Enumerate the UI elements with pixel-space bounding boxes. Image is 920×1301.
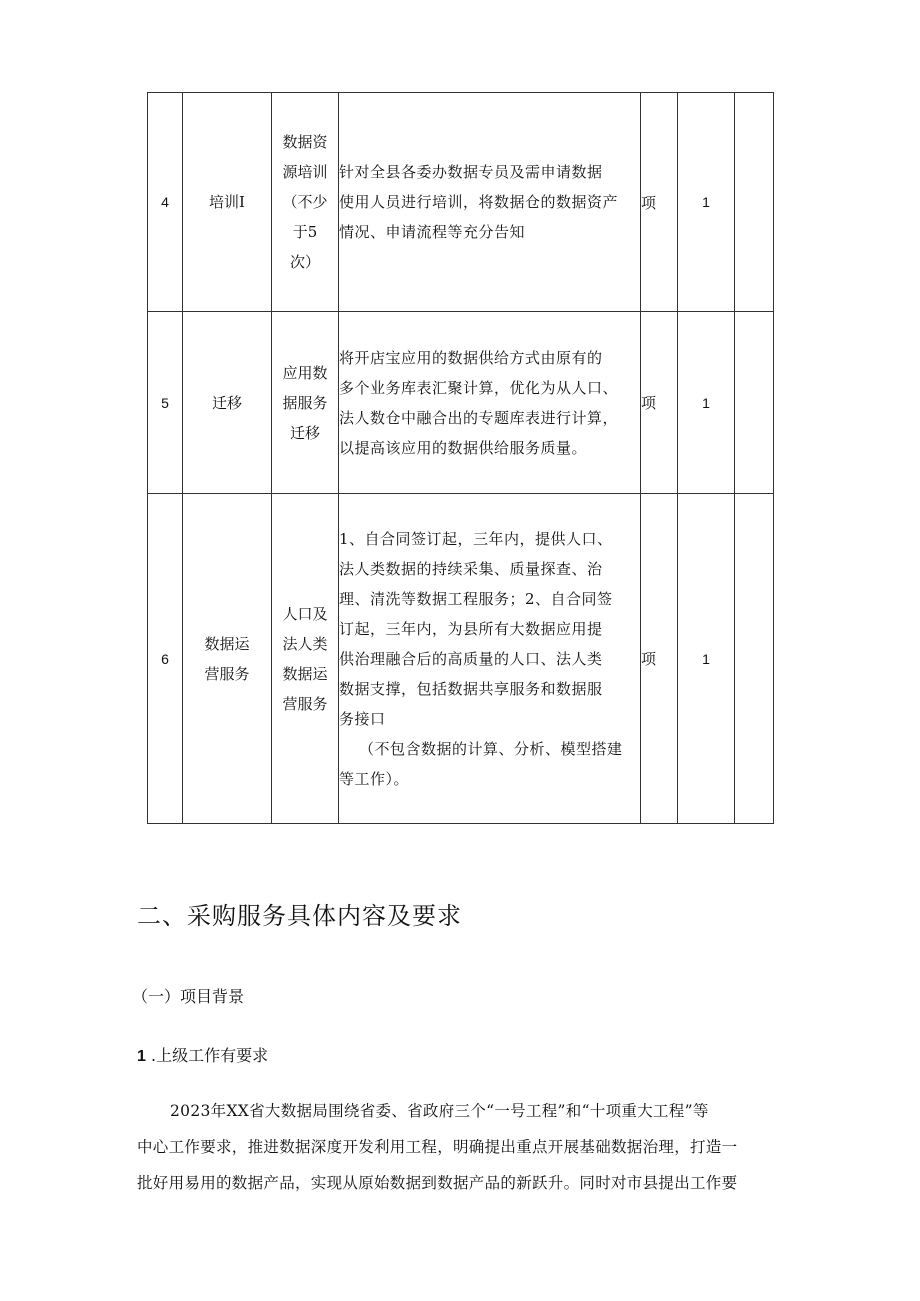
description-line: 多个业务库表汇聚计算，优化为从人口、: [339, 378, 619, 397]
item-name-line: 营服务: [282, 694, 328, 713]
row-quantity: 1: [678, 312, 735, 494]
item-name-line: 人口及: [282, 604, 328, 623]
row-description: [339, 93, 641, 312]
description-line: 供治理融合后的高质量的人口、法人类: [339, 649, 603, 668]
row-extra-cell: [735, 494, 774, 824]
item-name-line: 据服务: [282, 393, 328, 412]
description-line: 务接口: [339, 709, 386, 728]
item-name-line: 应用数: [282, 363, 328, 382]
row-category: 迁移: [183, 312, 272, 494]
point-title: .上级工作有要求: [151, 1046, 269, 1065]
description-line: 将开店宝应用的数据供给方式由原有的: [339, 348, 603, 367]
description-line: 针对全县各委办数据专员及需申请数据: [339, 163, 603, 181]
row-item-name: [272, 312, 339, 494]
point-heading: [137, 1043, 268, 1066]
item-name-line: 数据资: [282, 133, 328, 151]
item-name-line: 源培训: [282, 163, 328, 181]
procurement-items-table: [147, 92, 774, 824]
description-line: 理、清洗等数据工程服务；2、自合同签: [339, 589, 613, 608]
paragraph-line: 2023年XX省大数据局围绕省委、省政府三个“一号工程”和“十项重大工程”等: [170, 1102, 709, 1120]
paragraph-line: 中心工作要求，推进数据深度开发利用工程，明确提出重点开展基础数据治理，打造一: [137, 1138, 738, 1156]
row-extra-cell: [735, 312, 774, 494]
item-name-line: 次）: [289, 253, 320, 271]
paragraph-line: 批好用易用的数据产品，实现从原始数据到数据产品的新跃升。同时对市县提出工作要: [137, 1174, 738, 1192]
row-unit: 项: [641, 494, 678, 824]
table-row: [148, 312, 774, 494]
row-extra-cell: [735, 93, 774, 312]
description-line: 法人类数据的持续采集、质量探查、治: [339, 559, 603, 578]
table-row: [148, 494, 774, 824]
row-number: 6: [148, 494, 183, 824]
item-name-line: 于5: [292, 223, 318, 241]
description-note-line: （不包含数据的计算、分析、模型搭建: [359, 739, 623, 758]
description-line: 1、自合同签订起，三年内，提供人口、: [339, 529, 613, 548]
description-line: 法人数仓中融合出的专题库表进行计算，: [339, 408, 619, 427]
category-line: 营服务: [204, 664, 250, 683]
description-line: 数据支撑，包括数据共享服务和数据服: [339, 679, 603, 698]
row-description: [339, 494, 641, 824]
row-category: 培训I: [183, 93, 272, 312]
point-number: 1: [137, 1048, 146, 1065]
description-line: 使用人员进行培训，将数据仓的数据资产: [339, 193, 619, 211]
category-line: 数据运: [204, 634, 250, 653]
row-item-name: [272, 93, 339, 312]
row-quantity: 1: [678, 494, 735, 824]
row-number: 5: [148, 312, 183, 494]
description-note-line: 等工作）。: [339, 769, 410, 788]
row-item-name: [272, 494, 339, 824]
item-name-line: （不少: [282, 193, 328, 211]
item-name-line: 迁移: [289, 423, 320, 442]
subsection-heading: （一）项目背景: [132, 987, 245, 1006]
item-name-line: 数据运: [282, 664, 328, 683]
row-number: 4: [148, 93, 183, 312]
description-line: 以提高该应用的数据供给服务质量。: [339, 438, 588, 457]
description-line: 订起，三年内，为县所有大数据应用提: [339, 619, 603, 638]
body-paragraph: [137, 1093, 787, 1201]
row-quantity: 1: [678, 93, 735, 312]
description-line: 情况、申请流程等充分告知: [339, 223, 526, 241]
row-unit: 项: [641, 93, 678, 312]
row-category: [183, 494, 272, 824]
row-description: [339, 312, 641, 494]
table-row: [148, 93, 774, 312]
section-heading: 二、采购服务具体内容及要求: [137, 902, 462, 930]
row-unit: 项: [641, 312, 678, 494]
item-name-line: 法人类: [282, 634, 328, 653]
